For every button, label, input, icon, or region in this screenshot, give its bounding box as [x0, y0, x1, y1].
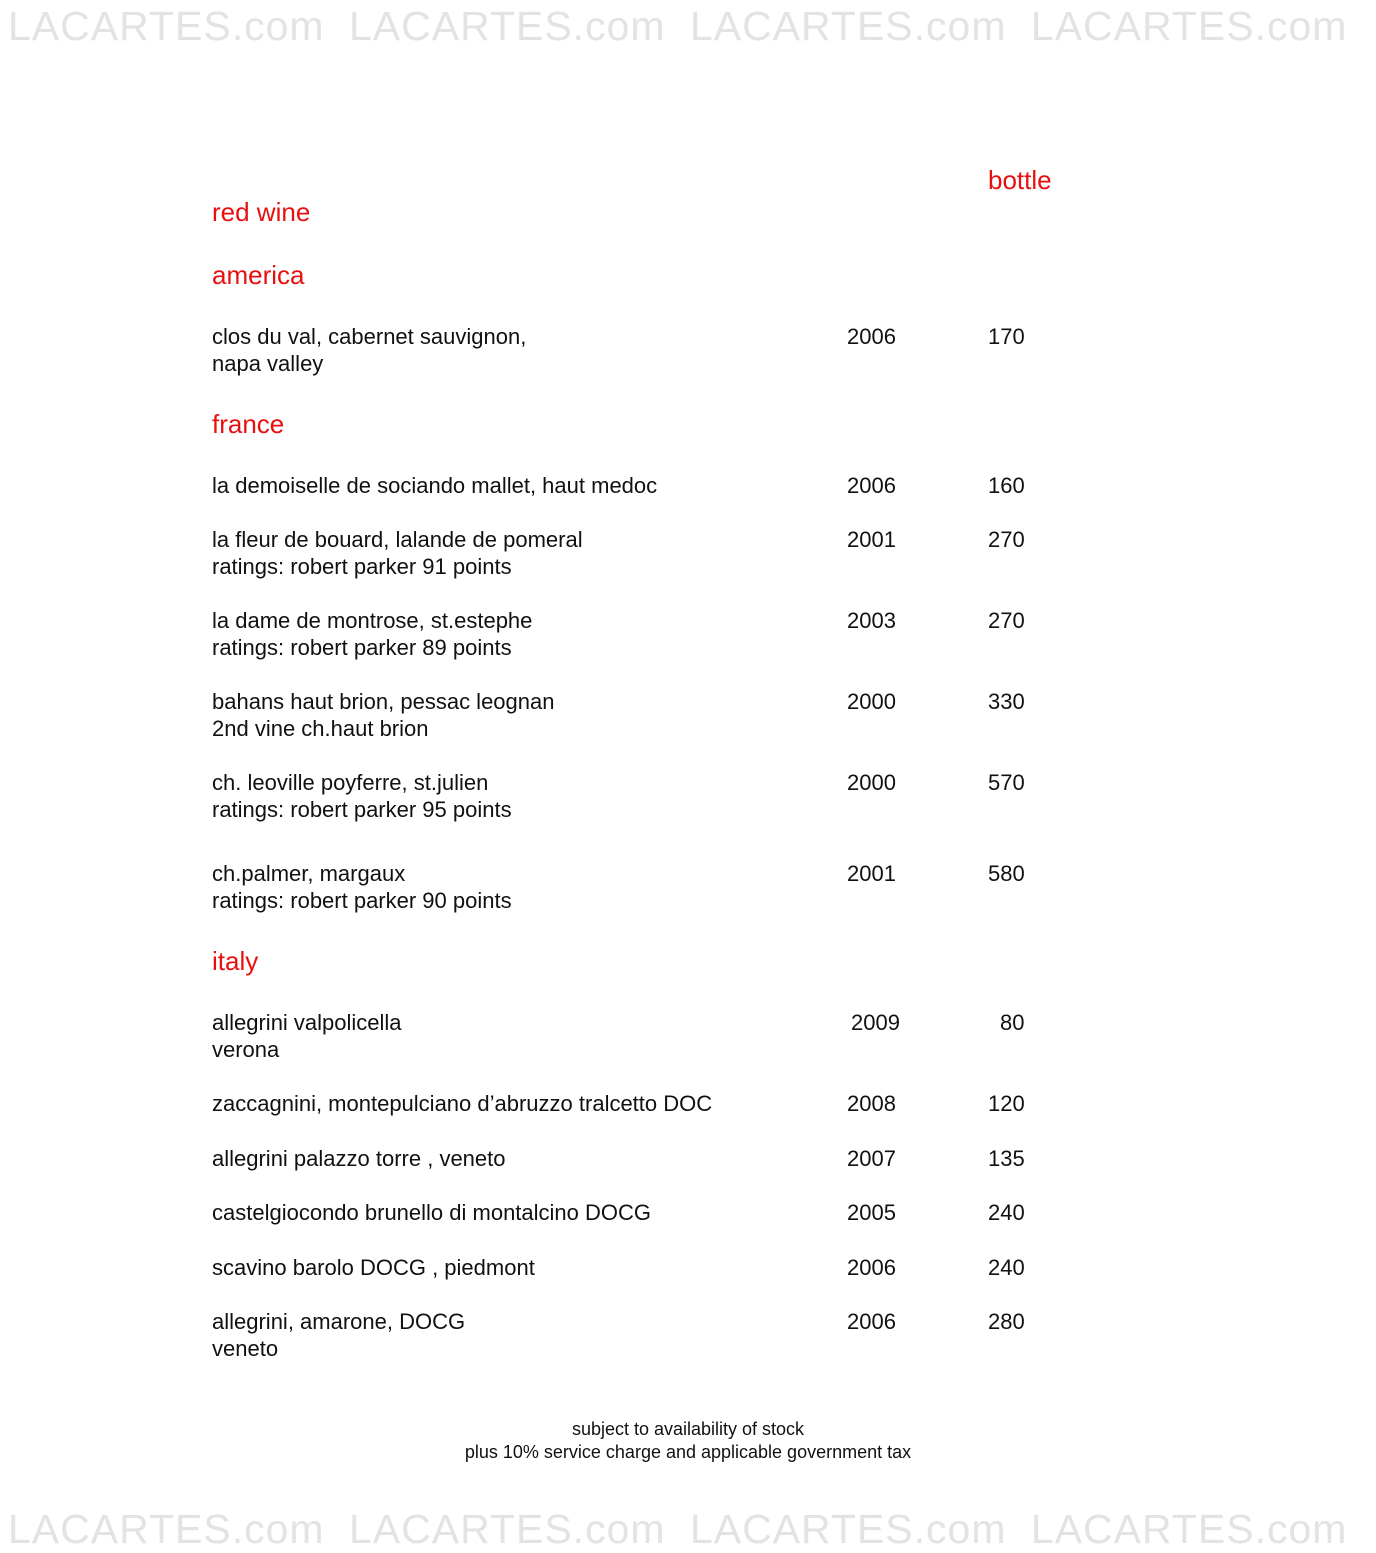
- wine-detail: 2nd vine ch.haut brion: [212, 716, 429, 741]
- wine-vintage: 2009: [851, 1010, 900, 1035]
- wine-name: la dame de montrose, st.estephe: [212, 608, 533, 633]
- watermark-text: LACARTES.com: [8, 1506, 325, 1552]
- wine-name: zaccagnini, montepulciano d’abruzzo tralcetto DOC: [212, 1091, 713, 1116]
- wine-price: 330: [988, 689, 1025, 714]
- menu-title: red wine: [212, 197, 311, 227]
- column-header-bottle: bottle: [988, 165, 1052, 195]
- section-title-italy: italy: [212, 946, 259, 976]
- wine-price: 580: [988, 861, 1025, 886]
- wine-vintage: 2005: [847, 1200, 896, 1225]
- watermark-text: LACARTES.com: [689, 1506, 1007, 1552]
- wine-detail: ratings: robert parker 89 points: [212, 635, 512, 660]
- footer-note: [0, 1418, 1376, 1464]
- wine-name: la fleur de bouard, lalande de pomeral: [212, 527, 583, 552]
- wine-name: allegrini palazzo torre , veneto: [212, 1146, 506, 1171]
- wine-price: 160: [988, 473, 1025, 498]
- wine-name: castelgiocondo brunello di montalcino DOCG: [212, 1200, 652, 1225]
- wine-detail: veneto: [212, 1336, 279, 1361]
- watermark-text: LACARTES.com: [1030, 3, 1348, 49]
- wine-price: 170: [988, 324, 1025, 349]
- wine-price: 80: [1000, 1010, 1025, 1035]
- wine-vintage: 2003: [847, 608, 896, 633]
- wine-price: 270: [988, 608, 1025, 633]
- wine-name: bahans haut brion, pessac leognan: [212, 689, 555, 714]
- wine-price: 120: [988, 1091, 1025, 1116]
- wine-price: 280: [988, 1309, 1025, 1334]
- wine-vintage: 2000: [847, 770, 896, 795]
- wine-vintage: 2007: [847, 1146, 896, 1171]
- footer-tax-note: plus 10% service charge and applicable government tax: [464, 1442, 912, 1462]
- watermark-text: LACARTES.com: [1030, 1506, 1348, 1552]
- wine-vintage: 2006: [847, 473, 896, 498]
- wine-vintage: 2001: [847, 527, 896, 552]
- wine-price: 570: [988, 770, 1025, 795]
- section-title-america: america: [212, 260, 305, 290]
- wine-vintage: 2000: [847, 689, 896, 714]
- wine-vintage: 2001: [847, 861, 896, 886]
- wine-name: allegrini valpolicella: [212, 1010, 402, 1035]
- wine-price: 270: [988, 527, 1025, 552]
- wine-name: scavino barolo DOCG , piedmont: [212, 1255, 535, 1280]
- watermark-text: LACARTES.com: [348, 3, 666, 49]
- wine-detail: ratings: robert parker 91 points: [212, 554, 512, 579]
- wine-detail: ratings: robert parker 90 points: [212, 888, 512, 913]
- wine-vintage: 2006: [847, 1255, 896, 1280]
- wine-vintage: 2006: [847, 324, 896, 349]
- wine-price: 240: [988, 1200, 1025, 1225]
- wine-name: ch.palmer, margaux: [212, 861, 406, 886]
- watermark-top: [0, 2, 1348, 50]
- watermark-text: LACARTES.com: [348, 1506, 666, 1552]
- wine-name: la demoiselle de sociando mallet, haut medoc: [212, 473, 658, 498]
- footer-stock-note: subject to availability of stock: [571, 1419, 805, 1439]
- wine-vintage: 2006: [847, 1309, 896, 1334]
- watermark-text: LACARTES.com: [689, 3, 1007, 49]
- section-title-france: france: [212, 409, 285, 439]
- watermark-text: LACARTES.com: [8, 3, 325, 49]
- wine-detail: napa valley: [212, 351, 324, 376]
- wine-name: ch. leoville poyferre, st.julien: [212, 770, 489, 795]
- wine-detail: verona: [212, 1037, 280, 1062]
- wine-name: allegrini, amarone, DOCG: [212, 1309, 466, 1334]
- wine-vintage: 2008: [847, 1091, 896, 1116]
- wine-name: clos du val, cabernet sauvignon,: [212, 324, 527, 349]
- wine-price: 135: [988, 1146, 1025, 1171]
- wine-price: 240: [988, 1255, 1025, 1280]
- watermark-bottom: [0, 1505, 1348, 1553]
- wine-detail: ratings: robert parker 95 points: [212, 797, 512, 822]
